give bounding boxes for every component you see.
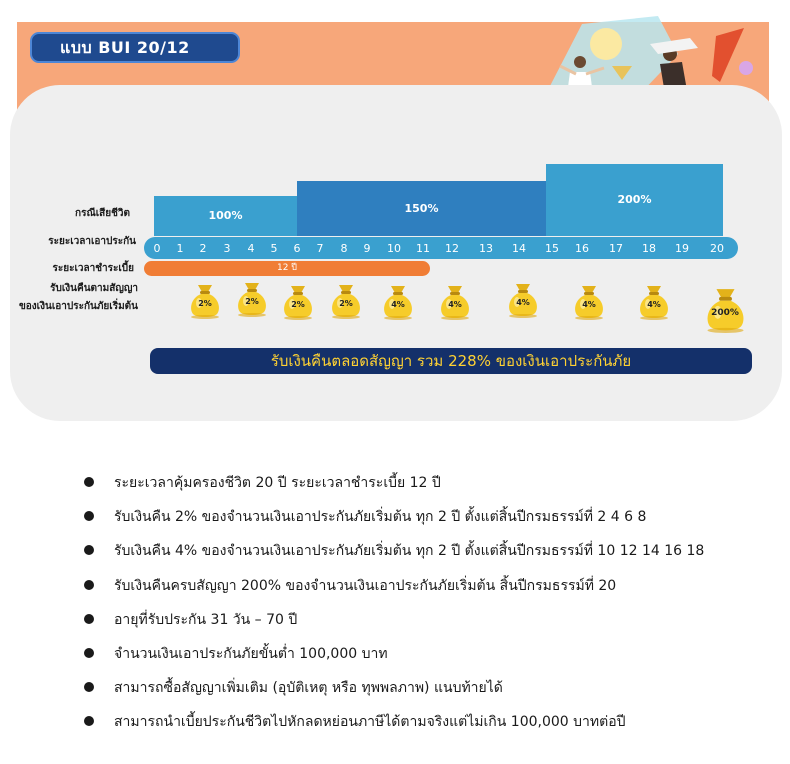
- bullet-icon: [84, 716, 94, 726]
- bullet-icon: [84, 682, 94, 692]
- timeline-tick: 5: [270, 242, 278, 255]
- timeline-tick: 19: [675, 242, 689, 255]
- cashback-percent-label: 4%: [582, 300, 596, 309]
- cashback-label-line2: ของเงินเอาประกันภัยเริ่มต้น: [18, 301, 138, 312]
- timeline-tick: 3: [223, 242, 231, 255]
- plan-features-list: [84, 470, 774, 744]
- list-item: รับเงินคืนครบสัญญา 200% ของจำนวนเงินเอาประกันภัยเริ่มต้น สิ้นปีกรมธรรม์ที่ 20: [84, 573, 774, 607]
- bullet-icon: [84, 477, 94, 487]
- cashback-percent-label: 4%: [391, 300, 405, 309]
- timeline-tick: 20: [710, 242, 724, 255]
- list-item: รับเงินคืน 2% ของจำนวนเงินเอาประกันภัยเริ่มต้น ทุก 2 ปี ตั้งแต่สิ้นปีกรมธรรม์ที่ 2 4 6 8: [84, 504, 774, 538]
- money-bag-icon: [328, 281, 364, 319]
- cashback-percent-label: 2%: [291, 300, 305, 309]
- money-bag-icon: [702, 284, 749, 333]
- timeline-tick: 4: [247, 242, 255, 255]
- list-item: สามารถนำเบี้ยประกันชีวิตไปหักลดหย่อนภาษีได้ตามจริงแต่ไม่เกิน 100,000 บาทต่อปี: [84, 709, 774, 743]
- list-item: ระยะเวลาคุ้มครองชีวิต 20 ปี ระยะเวลาชำระเบี้ย 12 ปี: [84, 470, 774, 504]
- list-item: อายุที่รับประกัน 31 วัน – 70 ปี: [84, 607, 774, 641]
- timeline-tick: 18: [642, 242, 656, 255]
- death-benefit-segment: 200%: [546, 164, 723, 236]
- death-benefit-segment: 150%: [297, 181, 546, 236]
- list-item: จำนวนเงินเอาประกันภัยขั้นต่ำ 100,000 บาท: [84, 641, 774, 675]
- premium-period-label: ระยะเวลาชำระเบี้ย: [52, 263, 134, 274]
- list-item: สามารถซื้อสัญญาเพิ่มเติม (อุบัติเหตุ หรือ ทุพพลภาพ) แนบท้ายได้: [84, 675, 774, 709]
- money-bag-icon: [571, 282, 607, 320]
- cashback-percent-label: 2%: [245, 297, 259, 306]
- timeline-tick: 8: [340, 242, 348, 255]
- total-cashback-banner: รับเงินคืนตลอดสัญญา รวม 228% ของเงินเอาประกันภัย: [150, 348, 752, 374]
- bullet-icon: [84, 545, 94, 555]
- plan-badge: แบบ BUI 20/12: [30, 32, 240, 63]
- cashback-percent-label: 200%: [711, 307, 739, 318]
- list-item: รับเงินคืน 4% ของจำนวนเงินเอาประกันภัยเริ่มต้น ทุก 2 ปี ตั้งแต่สิ้นปีกรมธรรม์ที่ 10 12 14 16 18: [84, 538, 774, 572]
- cashback-percent-label: 4%: [448, 300, 462, 309]
- money-bag-icon: [234, 279, 270, 317]
- money-bag-icon: [187, 281, 223, 319]
- death-benefit-segment: 100%: [154, 196, 297, 236]
- timeline-tick: 9: [363, 242, 371, 255]
- money-bag-icon: [505, 280, 541, 318]
- timeline-tick: 1: [176, 242, 184, 255]
- timeline-tick: 11: [416, 242, 430, 255]
- money-bag-icon: [280, 282, 316, 320]
- timeline-tick: 12: [445, 242, 459, 255]
- money-bag-icon: [636, 282, 672, 320]
- bullet-icon: [84, 580, 94, 590]
- timeline-tick: 15: [545, 242, 559, 255]
- timeline-tick: 0: [153, 242, 161, 255]
- timeline-tick: 2: [199, 242, 207, 255]
- timeline-tick: 6: [293, 242, 301, 255]
- timeline-tick: 10: [387, 242, 401, 255]
- premium-period-bar: 12 ปี: [144, 261, 430, 276]
- timeline-tick: 13: [479, 242, 493, 255]
- cashback-percent-label: 4%: [647, 300, 661, 309]
- timeline-tick: 17: [609, 242, 623, 255]
- coverage-period-label: ระยะเวลาเอาประกัน: [48, 236, 136, 247]
- bullet-icon: [84, 614, 94, 624]
- timeline-tick: 14: [512, 242, 526, 255]
- cashback-label-line1: รับเงินคืนตามสัญญา: [50, 283, 138, 294]
- timeline-tick: 16: [575, 242, 589, 255]
- death-case-label: กรณีเสียชีวิต: [75, 208, 130, 219]
- money-bag-icon: [380, 282, 416, 320]
- money-bag-icon: [437, 282, 473, 320]
- bullet-icon: [84, 511, 94, 521]
- cashback-percent-label: 2%: [339, 299, 353, 308]
- cashback-percent-label: 4%: [516, 298, 530, 307]
- timeline-tick: 7: [316, 242, 324, 255]
- bullet-icon: [84, 648, 94, 658]
- cashback-percent-label: 2%: [198, 299, 212, 308]
